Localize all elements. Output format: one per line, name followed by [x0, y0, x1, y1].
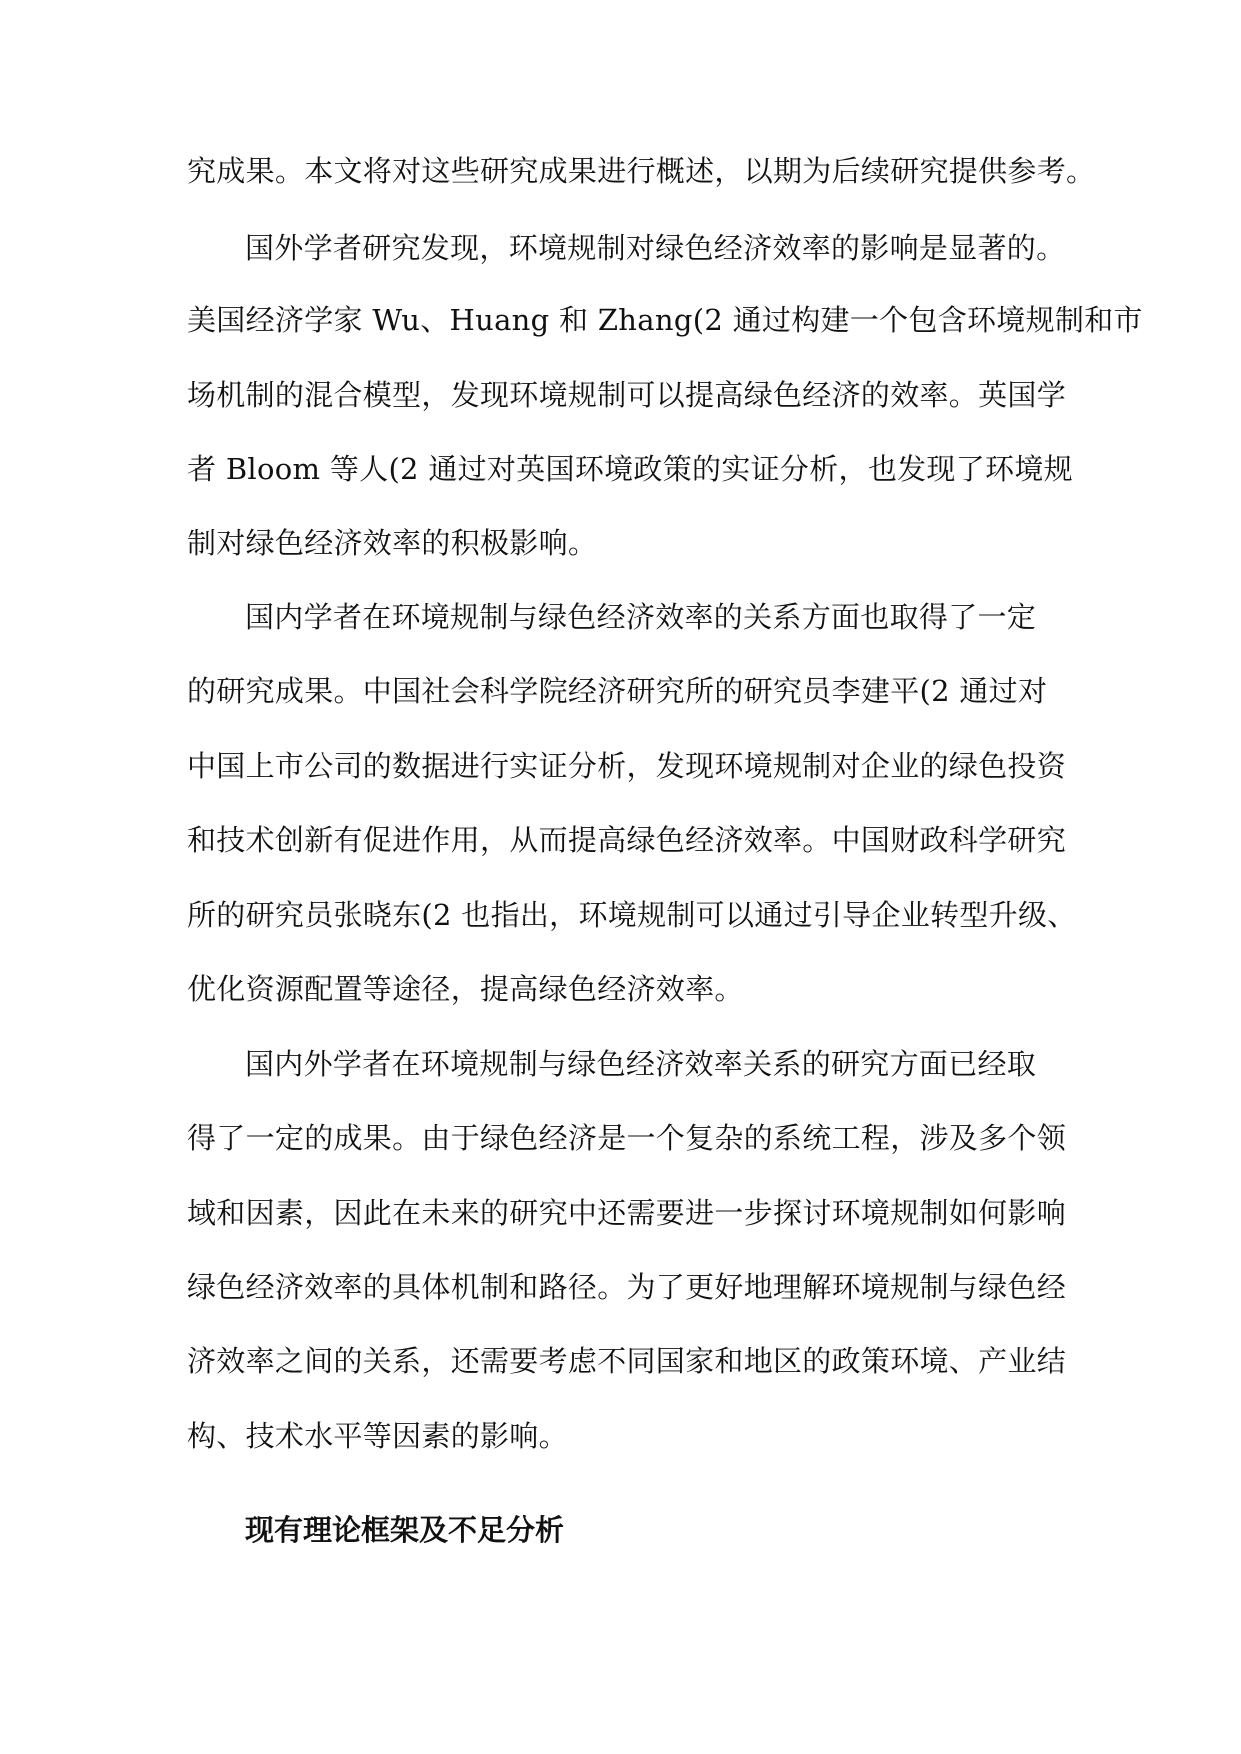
text-line: 所的研究员张晓东(2 也指出，环境规制可以通过引导企业转型升级、: [187, 898, 1077, 932]
text-line: 国内外学者在环境规制与绿色经济效率关系的研究方面已经取: [245, 1047, 1037, 1081]
text-line: 得了一定的成果。由于绿色经济是一个复杂的系统工程，涉及多个领: [187, 1121, 1067, 1155]
text-line: 美国经济学家 Wu、Huang 和 Zhang(2 通过构建一个包含环境规制和市: [187, 303, 1143, 337]
text-line: 国内学者在环境规制与绿色经济效率的关系方面也取得了一定: [245, 600, 1037, 634]
text-line: 绿色经济效率的具体机制和路径。为了更好地理解环境规制与绿色经: [187, 1270, 1067, 1304]
text-line: 究成果。本文将对这些研究成果进行概述，以期为后续研究提供参考。: [187, 154, 1096, 188]
text-line: 中国上市公司的数据进行实证分析，发现环境规制对企业的绿色投资: [187, 749, 1067, 783]
text-line: 和技术创新有促进作用，从而提高绿色经济效率。中国财政科学研究: [187, 823, 1067, 857]
text-line: 者 Bloom 等人(2 通过对英国环境政策的实证分析，也发现了环境规: [187, 452, 1073, 486]
text-line: 构、技术水平等因素的影响。: [187, 1419, 568, 1453]
text-line: 场机制的混合模型，发现环境规制可以提高绿色经济的效率。英国学: [187, 378, 1067, 412]
text-line: 域和因素，因此在未来的研究中还需要进一步探讨环境规制如何影响: [187, 1196, 1067, 1230]
text-line: 国外学者研究发现，环境规制对绿色经济效率的影响是显著的。: [245, 231, 1066, 265]
text-line: 优化资源配置等途径，提高绿色经济效率。: [187, 972, 744, 1006]
text-line: 的研究成果。中国社会科学院经济研究所的研究员李建平(2 通过对: [187, 674, 1048, 708]
text-line: 济效率之间的关系，还需要考虑不同国家和地区的政策环境、产业结: [187, 1344, 1067, 1378]
section-heading: 现有理论框架及不足分析: [245, 1513, 565, 1547]
text-line: 制对绿色经济效率的积极影响。: [187, 526, 598, 560]
